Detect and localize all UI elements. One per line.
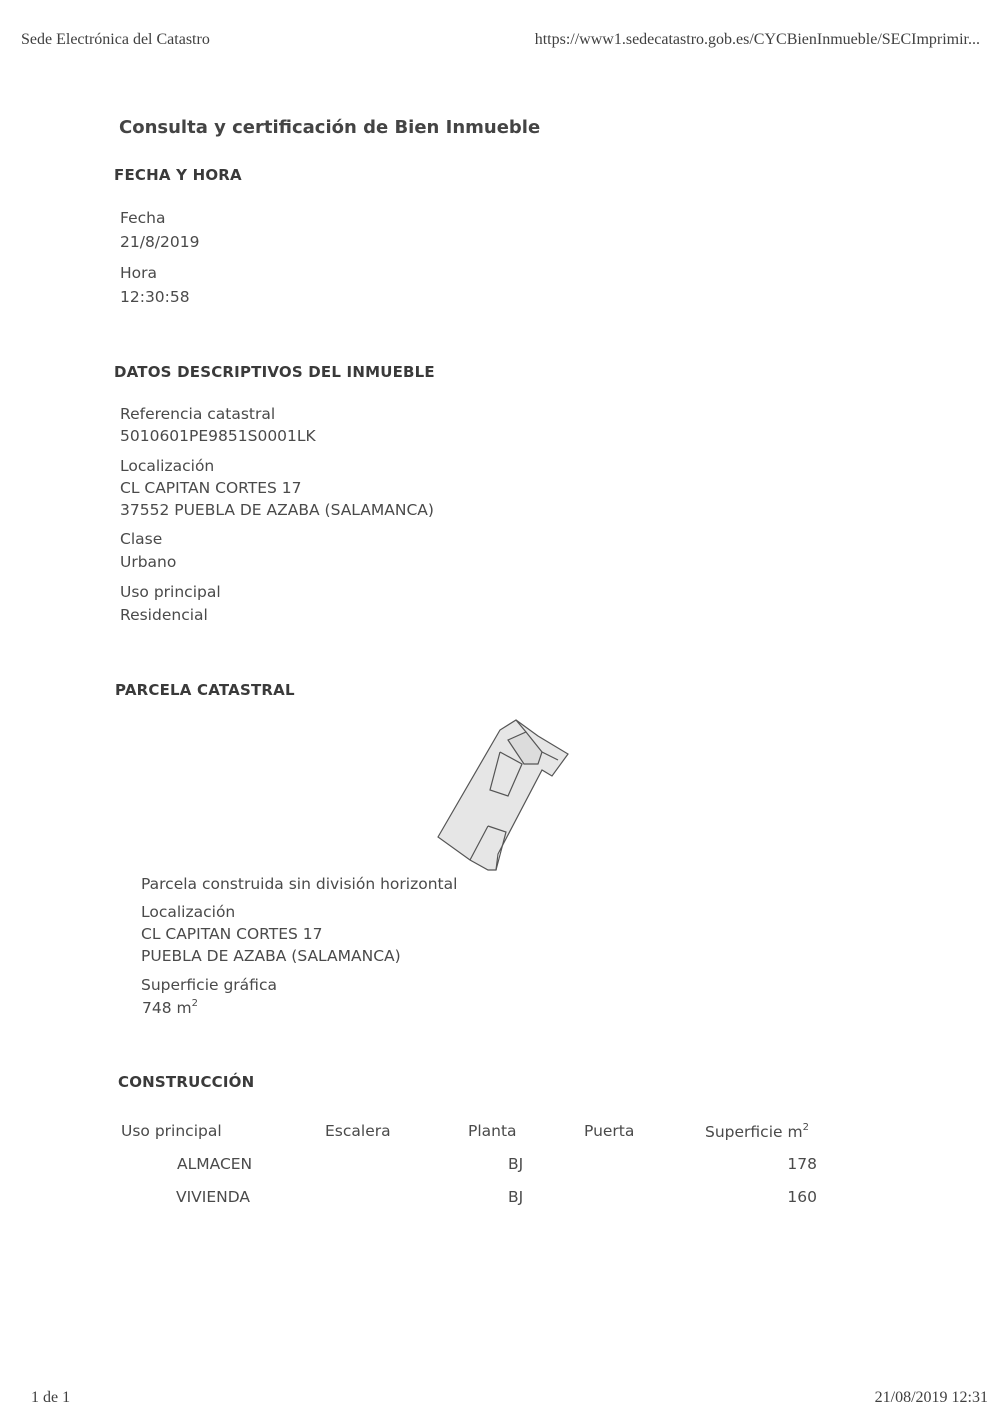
print-header-site-title: Sede Electrónica del Catastro xyxy=(21,31,210,48)
clase-label: Clase xyxy=(120,530,163,548)
cell-uso: ALMACEN xyxy=(177,1155,253,1173)
section-heading-fecha-hora: FECHA Y HORA xyxy=(114,166,242,184)
col-header-superficie: Superficie $m^2$ xyxy=(705,1122,809,1141)
uso-label: Uso principal xyxy=(120,583,221,601)
cell-superficie: 160 xyxy=(787,1188,817,1206)
cell-uso: VIVIENDA xyxy=(176,1188,251,1206)
parcela-localizacion-line1: CL CAPITAN CORTES 17 xyxy=(141,925,323,943)
fecha-value: 21/8/2019 xyxy=(120,233,200,251)
cell-superficie: 178 xyxy=(787,1155,817,1173)
cell-planta: BJ xyxy=(508,1188,524,1206)
col-header-planta: Planta xyxy=(468,1122,517,1140)
referencia-value: 5010601PE9851S0001LK xyxy=(120,427,316,445)
uso-value: Residencial xyxy=(120,606,208,624)
section-heading-construccion: CONSTRUCCIÓN xyxy=(118,1073,255,1091)
clase-value: Urbano xyxy=(120,553,177,571)
superficie-grafica-value: 748 $m^2$ xyxy=(142,998,198,1017)
print-header-url: https://www1.sedecatastro.gob.es/CYCBienInmueble/SECImprimir... xyxy=(534,31,980,48)
hora-label: Hora xyxy=(120,264,158,282)
print-footer-timestamp: 21/08/2019 12:31 xyxy=(874,1389,988,1406)
cell-planta: BJ xyxy=(508,1155,524,1173)
localizacion-line2: 37552 PUEBLA DE AZABA (SALAMANCA) xyxy=(120,501,434,519)
localizacion-label: Localización xyxy=(120,457,215,475)
col-header-escalera: Escalera xyxy=(325,1122,391,1140)
parcela-division: Parcela construida sin división horizontal xyxy=(141,875,458,893)
hora-value: 12:30:58 xyxy=(120,288,190,306)
page-title: Consulta y certificación de Bien Inmueble xyxy=(119,117,541,138)
section-heading-parcela: PARCELA CATASTRAL xyxy=(115,681,295,699)
superficie-grafica-label: Superficie gráfica xyxy=(141,976,277,994)
col-header-uso: Uso principal xyxy=(121,1122,222,1140)
parcel-outline xyxy=(438,720,568,870)
parcela-localizacion-label: Localización xyxy=(141,903,236,921)
parcela-localizacion-line2: PUEBLA DE AZABA (SALAMANCA) xyxy=(141,947,401,965)
section-heading-datos: DATOS DESCRIPTIVOS DEL INMUEBLE xyxy=(114,363,435,381)
fecha-label: Fecha xyxy=(120,209,166,227)
print-footer-page: 1 de 1 xyxy=(31,1389,71,1406)
col-header-puerta: Puerta xyxy=(584,1122,635,1140)
referencia-label: Referencia catastral xyxy=(120,405,276,423)
localizacion-line1: CL CAPITAN CORTES 17 xyxy=(120,479,302,497)
parcel-map[interactable] xyxy=(430,712,580,877)
